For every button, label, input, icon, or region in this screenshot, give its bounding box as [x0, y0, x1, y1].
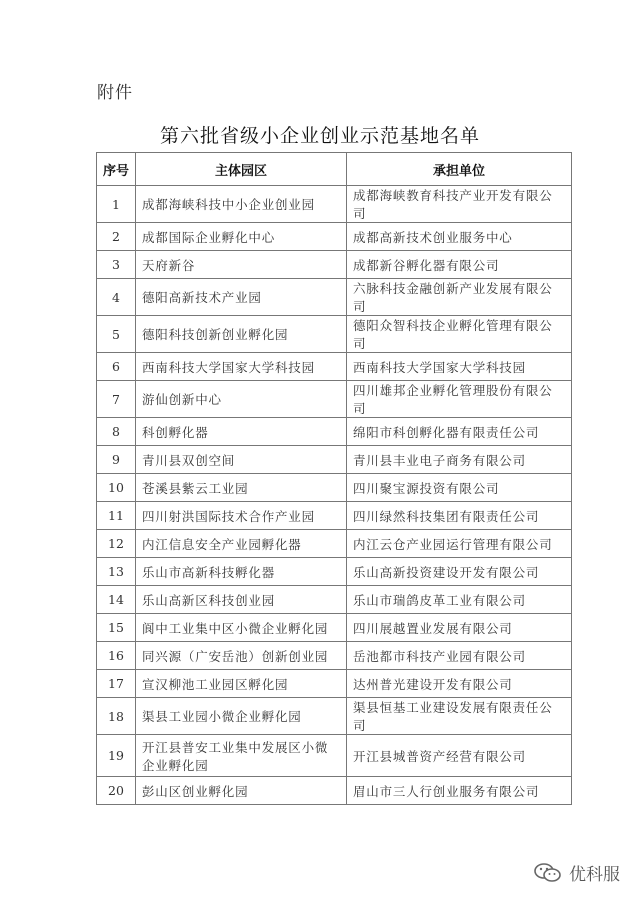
row-park: 成都国际企业孵化中心	[136, 223, 347, 251]
header-operator: 承担单位	[347, 153, 572, 186]
row-serial: 16	[97, 642, 136, 670]
row-operator: 西南科技大学国家大学科技园	[347, 353, 572, 381]
row-operator: 绵阳市科创孵化器有限责任公司	[347, 418, 572, 446]
table-row	[97, 353, 572, 381]
row-serial: 9	[97, 446, 136, 474]
table-row	[97, 698, 572, 735]
table-row	[97, 502, 572, 530]
table-row	[97, 381, 572, 418]
table-row	[97, 530, 572, 558]
row-operator: 岳池都市科技产业园有限公司	[347, 642, 572, 670]
row-operator: 开江县城普资产经营有限公司	[347, 735, 572, 777]
row-serial: 13	[97, 558, 136, 586]
header-park: 主体园区	[136, 153, 347, 186]
table-row	[97, 446, 572, 474]
row-park: 开江县普安工业集中发展区小微企业孵化园	[136, 735, 347, 777]
table-row	[97, 614, 572, 642]
row-park: 宣汉柳池工业园区孵化园	[136, 670, 347, 698]
header-serial: 序号	[97, 153, 136, 186]
row-park: 游仙创新中心	[136, 381, 347, 418]
table-row	[97, 642, 572, 670]
row-operator: 四川雄邦企业孵化管理股份有限公司	[347, 381, 572, 418]
row-park: 成都海峡科技中小企业创业园	[136, 186, 347, 223]
row-serial: 12	[97, 530, 136, 558]
row-operator: 达州普光建设开发有限公司	[347, 670, 572, 698]
table-header-row	[97, 153, 572, 186]
row-serial: 17	[97, 670, 136, 698]
table-row	[97, 251, 572, 279]
row-serial: 2	[97, 223, 136, 251]
row-park: 同兴源（广安岳池）创新创业园	[136, 642, 347, 670]
row-park: 乐山高新区科技创业园	[136, 586, 347, 614]
table-row	[97, 223, 572, 251]
row-operator: 四川聚宝源投资有限公司	[347, 474, 572, 502]
row-serial: 7	[97, 381, 136, 418]
row-serial: 15	[97, 614, 136, 642]
row-operator: 成都新谷孵化器有限公司	[347, 251, 572, 279]
row-operator: 眉山市三人行创业服务有限公司	[347, 777, 572, 805]
row-operator: 四川展越置业发展有限公司	[347, 614, 572, 642]
row-park: 彭山区创业孵化园	[136, 777, 347, 805]
row-park: 内江信息安全产业园孵化器	[136, 530, 347, 558]
row-serial: 6	[97, 353, 136, 381]
row-operator: 乐山市瑞鸽皮革工业有限公司	[347, 586, 572, 614]
row-serial: 19	[97, 735, 136, 777]
row-serial: 8	[97, 418, 136, 446]
table-row	[97, 586, 572, 614]
attachment-label: 附件	[97, 83, 133, 103]
row-serial: 18	[97, 698, 136, 735]
row-park: 四川射洪国际技术合作产业园	[136, 502, 347, 530]
table-row	[97, 558, 572, 586]
row-park: 阆中工业集中区小微企业孵化园	[136, 614, 347, 642]
row-serial: 14	[97, 586, 136, 614]
row-serial: 11	[97, 502, 136, 530]
wechat-icon	[533, 862, 563, 884]
watermark	[533, 860, 620, 885]
row-park: 德阳高新技术产业园	[136, 279, 347, 316]
table-row	[97, 186, 572, 223]
row-operator: 内江云仓产业园运行管理有限公司	[347, 530, 572, 558]
document-title: 第六批省级小企业创业示范基地名单	[159, 125, 480, 147]
table-row	[97, 279, 572, 316]
row-operator: 四川绿然科技集团有限责任公司	[347, 502, 572, 530]
row-serial: 4	[97, 279, 136, 316]
table-row	[97, 777, 572, 805]
row-park: 乐山市高新科技孵化器	[136, 558, 347, 586]
row-park: 渠县工业园小微企业孵化园	[136, 698, 347, 735]
row-serial: 1	[97, 186, 136, 223]
base-list-table	[96, 152, 572, 805]
row-serial: 20	[97, 777, 136, 805]
row-park: 科创孵化器	[136, 418, 347, 446]
watermark-text: 优科服	[569, 865, 620, 885]
row-park: 青川县双创空间	[136, 446, 347, 474]
row-operator: 青川县丰业电子商务有限公司	[347, 446, 572, 474]
table-row	[97, 418, 572, 446]
row-operator: 德阳众智科技企业孵化管理有限公司	[347, 316, 572, 353]
row-operator: 六脉科技金融创新产业发展有限公司	[347, 279, 572, 316]
row-serial: 5	[97, 316, 136, 353]
row-park: 德阳科技创新创业孵化园	[136, 316, 347, 353]
table-row	[97, 316, 572, 353]
row-serial: 10	[97, 474, 136, 502]
row-park: 天府新谷	[136, 251, 347, 279]
row-operator: 渠县恒基工业建设发展有限责任公司	[347, 698, 572, 735]
row-serial: 3	[97, 251, 136, 279]
row-operator: 成都高新技术创业服务中心	[347, 223, 572, 251]
table-row	[97, 670, 572, 698]
row-operator: 成都海峡教育科技产业开发有限公司	[347, 186, 572, 223]
row-park: 西南科技大学国家大学科技园	[136, 353, 347, 381]
row-operator: 乐山高新投资建设开发有限公司	[347, 558, 572, 586]
table-row	[97, 474, 572, 502]
row-park: 苍溪县紫云工业园	[136, 474, 347, 502]
table-row	[97, 735, 572, 777]
